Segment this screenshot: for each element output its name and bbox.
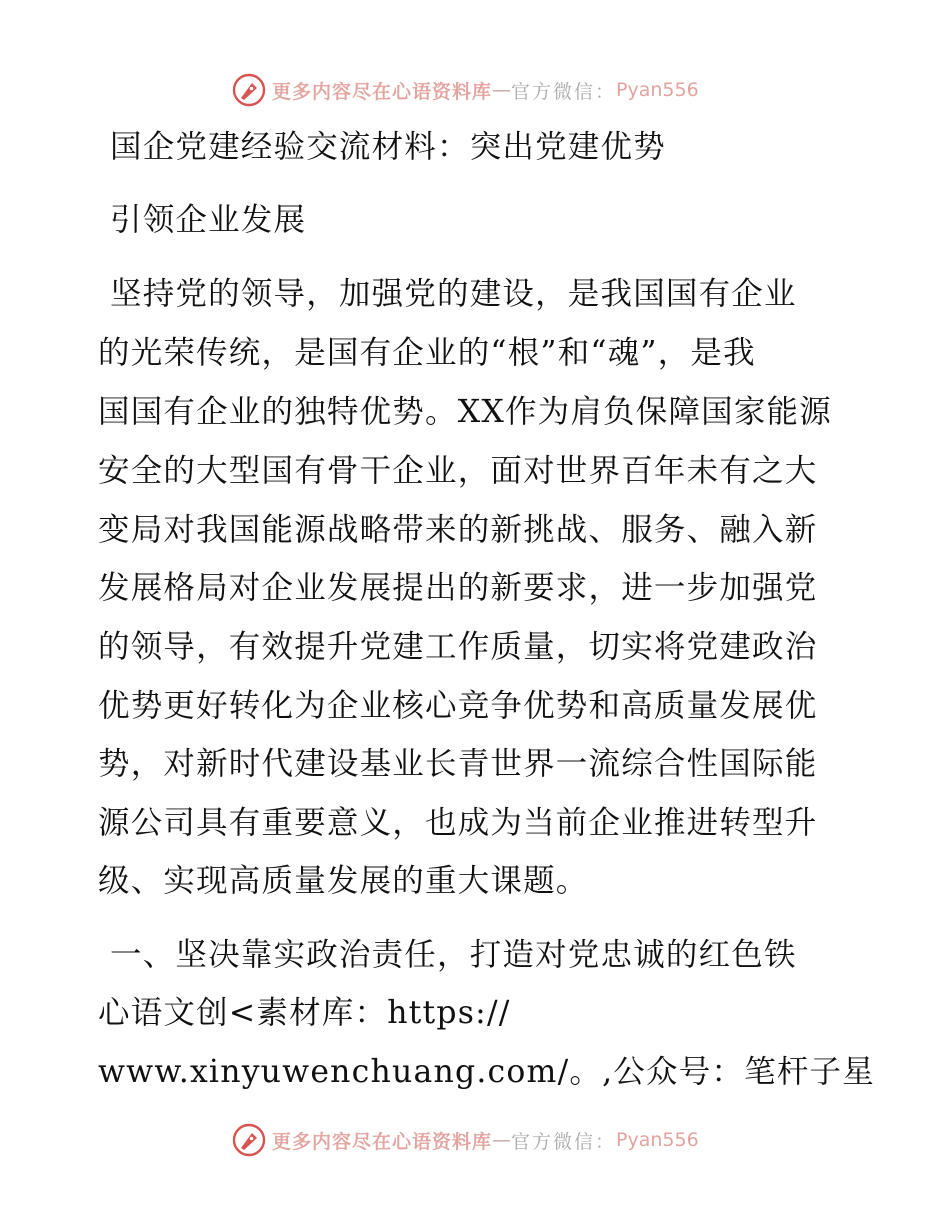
footer-watermark bbox=[232, 1120, 752, 1160]
paragraph-line: 源公司具有重要意义，也成为当前企业推进转型升 bbox=[98, 805, 818, 841]
paragraph-line: 坚持党的领导，加强党的建设，是我国国有企业 bbox=[110, 276, 797, 312]
document-title-line-2: 引领企业发展 bbox=[110, 202, 307, 238]
watermark-separator: — bbox=[492, 79, 512, 101]
watermark-main-text: 更多内容尽在心语资料库 bbox=[272, 1130, 493, 1153]
section-heading: 一、坚决靠实政治责任，打造对党忠诚的红色铁 bbox=[110, 937, 797, 973]
watermark-wechat-id: Pyan556 bbox=[616, 79, 699, 101]
header-watermark bbox=[232, 70, 752, 110]
paragraph-line: 国国有企业的独特优势。XX作为肩负保障国家能源 bbox=[98, 394, 832, 430]
paragraph-line: 级、实现高质量发展的重大课题。 bbox=[98, 863, 589, 899]
paragraph-line: 安全的大型国有骨干企业，面对世界百年未有之大 bbox=[98, 453, 818, 489]
pen-nib-logo-icon bbox=[232, 73, 266, 107]
watermark-separator: — bbox=[492, 1129, 512, 1151]
watermark-official-label: 官方微信： bbox=[511, 1130, 617, 1153]
paragraph-line: 的领导，有效提升党建工作质量，切实将党建政治 bbox=[98, 629, 818, 665]
paragraph-line: 变局对我国能源战略带来的新挑战、服务、融入新 bbox=[98, 512, 818, 548]
section-line: www.xinyuwenchuang.com/。,公众号：笔杆子星 bbox=[98, 1054, 875, 1090]
watermark-main-text: 更多内容尽在心语资料库 bbox=[272, 80, 493, 103]
watermark-wechat-id: Pyan556 bbox=[616, 1129, 699, 1151]
paragraph-line: 的光荣传统，是国有企业的“根”和“魂”，是我 bbox=[98, 335, 756, 371]
section-line: 心语文创<素材库：https:// bbox=[98, 995, 511, 1031]
paragraph-line: 发展格局对企业发展提出的新要求，进一步加强党 bbox=[98, 570, 818, 606]
paragraph-line: 优势更好转化为企业核心竞争优势和高质量发展优 bbox=[98, 688, 818, 724]
pen-nib-logo-icon bbox=[232, 1123, 266, 1157]
document-title-line-1: 国企党建经验交流材料：突出党建优势 bbox=[110, 129, 666, 165]
paragraph-line: 势，对新时代建设基业长青世界一流综合性国际能 bbox=[98, 746, 818, 782]
watermark-official-label: 官方微信： bbox=[511, 80, 617, 103]
